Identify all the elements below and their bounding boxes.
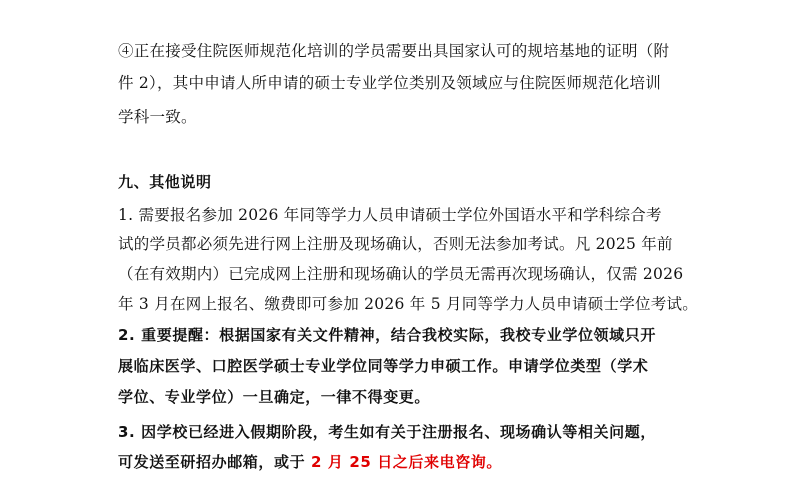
note2-line-3: 学位、专业学位）一旦确定，一律不得变更。 bbox=[118, 388, 431, 406]
note3-line-1: 3. 因学校已经进入假期阶段，考生如有关于注册报名、现场确认等相关问题， bbox=[118, 423, 656, 441]
note1-line-1: 1. 需要报名参加 2026 年同等学力人员申请硕士学位外国语水平和学科综合考 bbox=[118, 206, 662, 224]
note3-deadline-highlight: 2 月 25 日之后来电咨询。 bbox=[311, 453, 503, 471]
note1-line-2: 试的学员都必须先进行网上注册及现场确认，否则无法参加考试。凡 2025 年前 bbox=[118, 235, 673, 253]
note3-line-2-text: 可发送至研招办邮箱，或于 bbox=[118, 453, 312, 471]
note3-line-2 bbox=[118, 452, 502, 472]
item4-line-1: ④正在接受住院医师规范化培训的学员需要出具国家认可的规培基地的证明（附 bbox=[118, 42, 670, 60]
note2-line-2: 展临床医学、口腔医学硕士专业学位同等学力申硕工作。申请学位类型（学术 bbox=[118, 357, 649, 375]
note2-line-1: 2. 重要提醒：根据国家有关文件精神，结合我校实际，我校专业学位领域只开 bbox=[118, 326, 656, 344]
item4-line-3: 学科一致。 bbox=[118, 108, 197, 126]
section-heading: 九、其他说明 bbox=[118, 173, 212, 191]
note1-line-4: 年 3 月在网上报名、缴费即可参加 2026 年 5 月同等学力人员申请硕士学位考试。 bbox=[118, 295, 698, 313]
note1-line-3: （在有效期内）已完成网上注册和现场确认的学员无需再次现场确认，仅需 2026 bbox=[118, 265, 684, 283]
item4-line-2: 件 2），其中申请人所申请的硕士专业学位类别及领域应与住院医师规范化培训 bbox=[118, 74, 662, 92]
